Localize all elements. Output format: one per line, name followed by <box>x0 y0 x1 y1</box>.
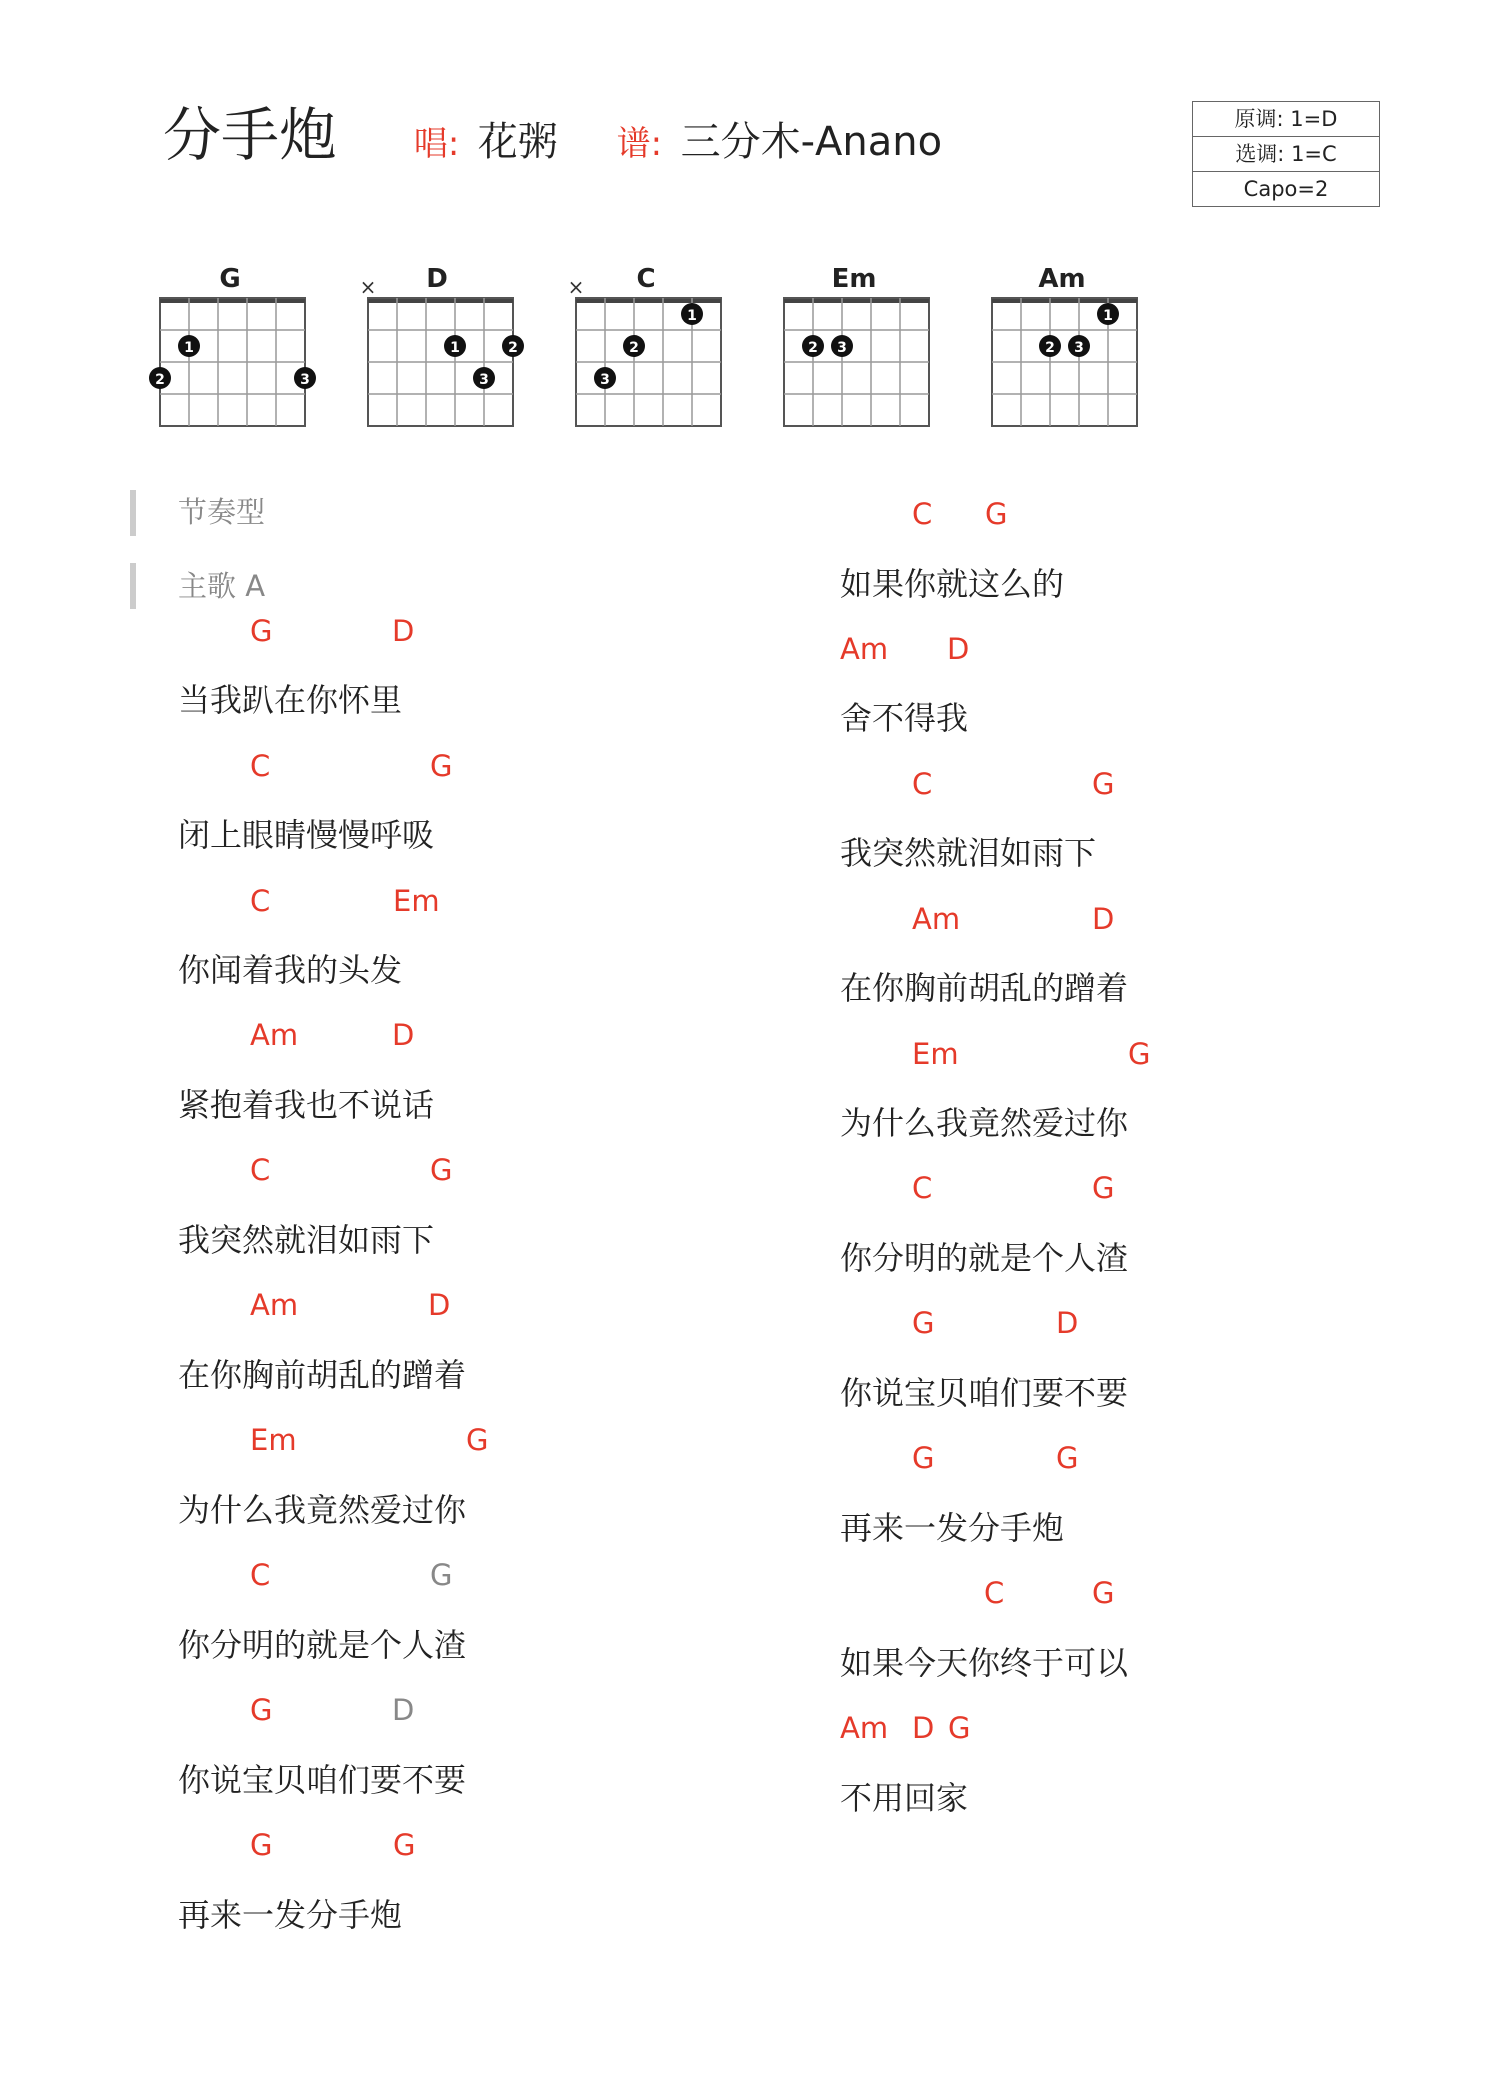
chord-r1-0: Am <box>840 632 889 666</box>
chord-name-em: Em <box>831 264 877 294</box>
key-info-box <box>1192 101 1380 207</box>
chord-l6-1: G <box>466 1423 489 1457</box>
svg-text:×: × <box>359 275 377 299</box>
chord-r5-0: C <box>912 1171 933 1205</box>
chord-r6-0: G <box>912 1306 935 1340</box>
chord-r6-1: D <box>1056 1306 1079 1340</box>
svg-text:×: × <box>567 275 585 299</box>
lyric-l2: 你闻着我的头发 <box>178 951 403 989</box>
singer-label: 唱: <box>413 124 460 164</box>
svg-text:1: 1 <box>687 308 697 324</box>
lyric-r5: 你分明的就是个人渣 <box>840 1239 1129 1277</box>
chord-diagram-d <box>360 275 524 426</box>
chord-diagram-row <box>0 260 1500 440</box>
chord-r2-0: C <box>912 767 933 801</box>
chord-r9-2: G <box>948 1711 971 1745</box>
lyric-l1: 闭上眼睛慢慢呼吸 <box>178 816 435 854</box>
arranger-name: 三分木-Anano <box>680 119 943 165</box>
chord-l3-1: D <box>392 1018 415 1052</box>
chord-l0-1: D <box>392 614 415 648</box>
chord-r9-0: Am <box>840 1711 889 1745</box>
chord-r0-0: C <box>912 497 933 531</box>
lyric-r1: 舍不得我 <box>840 699 969 737</box>
svg-text:2: 2 <box>808 340 818 356</box>
chord-r8-0: C <box>984 1576 1005 1610</box>
svg-text:1: 1 <box>450 340 460 356</box>
chord-l9-0: G <box>250 1828 273 1862</box>
chord-r1-1: D <box>947 632 970 666</box>
chord-r3-0: Am <box>912 902 961 936</box>
section-bar-verse <box>130 563 136 609</box>
lyric-l6: 为什么我竟然爱过你 <box>178 1491 467 1529</box>
song-title-row <box>163 100 942 170</box>
lyric-l7: 你分明的就是个人渣 <box>178 1626 467 1664</box>
lyric-l0: 当我趴在你怀里 <box>178 681 403 719</box>
lyric-l3: 紧抱着我也不说话 <box>178 1086 435 1124</box>
chord-name-c: C <box>636 264 656 294</box>
lyric-r9: 不用回家 <box>840 1779 969 1817</box>
chord-name-d: D <box>426 264 448 294</box>
svg-text:3: 3 <box>837 340 847 356</box>
chord-l5-0: Am <box>250 1288 299 1322</box>
capo-position: Capo=2 <box>1243 177 1329 201</box>
chord-r4-0: Em <box>912 1037 959 1071</box>
section-bar-rhythm <box>130 490 136 536</box>
chord-diagrams-svg <box>0 260 1500 440</box>
lyric-r2: 我突然就泪如雨下 <box>840 834 1097 872</box>
chord-l2-0: C <box>250 884 271 918</box>
chord-r5-1: G <box>1092 1171 1115 1205</box>
lyric-r7: 再来一发分手炮 <box>840 1509 1065 1547</box>
svg-text:3: 3 <box>1074 340 1084 356</box>
chord-name-am: Am <box>1038 264 1086 294</box>
chosen-key: 选调: 1=C <box>1193 137 1379 172</box>
chord-l1-1: G <box>430 749 453 783</box>
chord-r2-1: G <box>1092 767 1115 801</box>
chord-l4-0: C <box>250 1153 271 1187</box>
original-key: 原调: 1=D <box>1193 102 1379 137</box>
lyric-l9: 再来一发分手炮 <box>178 1896 403 1934</box>
chord-l7-1: G <box>430 1558 453 1592</box>
singer-name: 花粥 <box>477 119 558 165</box>
chord-r4-1: G <box>1128 1037 1151 1071</box>
chord-r9-1: D <box>912 1711 935 1745</box>
section-rhythm: 节奏型 <box>178 495 266 529</box>
lyric-r8: 如果今天你终于可以 <box>840 1644 1129 1682</box>
chord-l3-0: Am <box>250 1018 299 1052</box>
chord-diagram-am <box>992 298 1137 426</box>
lyric-l5: 在你胸前胡乱的蹭着 <box>178 1356 467 1394</box>
chord-r7-0: G <box>912 1441 935 1475</box>
lyric-r0: 如果你就这么的 <box>840 565 1065 603</box>
svg-text:2: 2 <box>629 340 639 356</box>
chord-l7-0: C <box>250 1558 271 1592</box>
chord-diagram-em <box>784 298 929 426</box>
svg-text:2: 2 <box>155 372 165 388</box>
svg-text:1: 1 <box>184 340 194 356</box>
chord-l8-0: G <box>250 1693 273 1727</box>
chord-l8-1: D <box>392 1693 415 1727</box>
chord-r0-1: G <box>985 497 1008 531</box>
svg-text:1: 1 <box>1103 308 1113 324</box>
song-title: 分手炮 <box>163 101 338 169</box>
svg-text:3: 3 <box>479 372 489 388</box>
chord-r3-1: D <box>1092 902 1115 936</box>
svg-text:3: 3 <box>300 372 310 388</box>
chord-l9-1: G <box>393 1828 416 1862</box>
lyric-r3: 在你胸前胡乱的蹭着 <box>840 969 1129 1007</box>
chord-r7-1: G <box>1056 1441 1079 1475</box>
chord-diagram-g <box>149 298 316 426</box>
chord-l1-0: C <box>250 749 271 783</box>
chord-l4-1: G <box>430 1153 453 1187</box>
chord-name-g: G <box>219 264 241 294</box>
lyric-l8: 你说宝贝咱们要不要 <box>178 1761 467 1799</box>
chord-l0-0: G <box>250 614 273 648</box>
chord-r8-1: G <box>1092 1576 1115 1610</box>
chord-l5-1: D <box>428 1288 451 1322</box>
section-verse-a: 主歌 A <box>178 569 266 603</box>
lyric-r6: 你说宝贝咱们要不要 <box>840 1374 1129 1412</box>
svg-text:2: 2 <box>1045 340 1055 356</box>
arranger-label: 谱: <box>616 124 663 164</box>
lyric-l4: 我突然就泪如雨下 <box>178 1221 435 1259</box>
chord-l6-0: Em <box>250 1423 297 1457</box>
svg-text:3: 3 <box>600 372 610 388</box>
chord-l2-1: Em <box>393 884 440 918</box>
svg-text:2: 2 <box>508 340 518 356</box>
chord-diagram-c <box>568 275 721 426</box>
lyric-r4: 为什么我竟然爱过你 <box>840 1104 1129 1142</box>
